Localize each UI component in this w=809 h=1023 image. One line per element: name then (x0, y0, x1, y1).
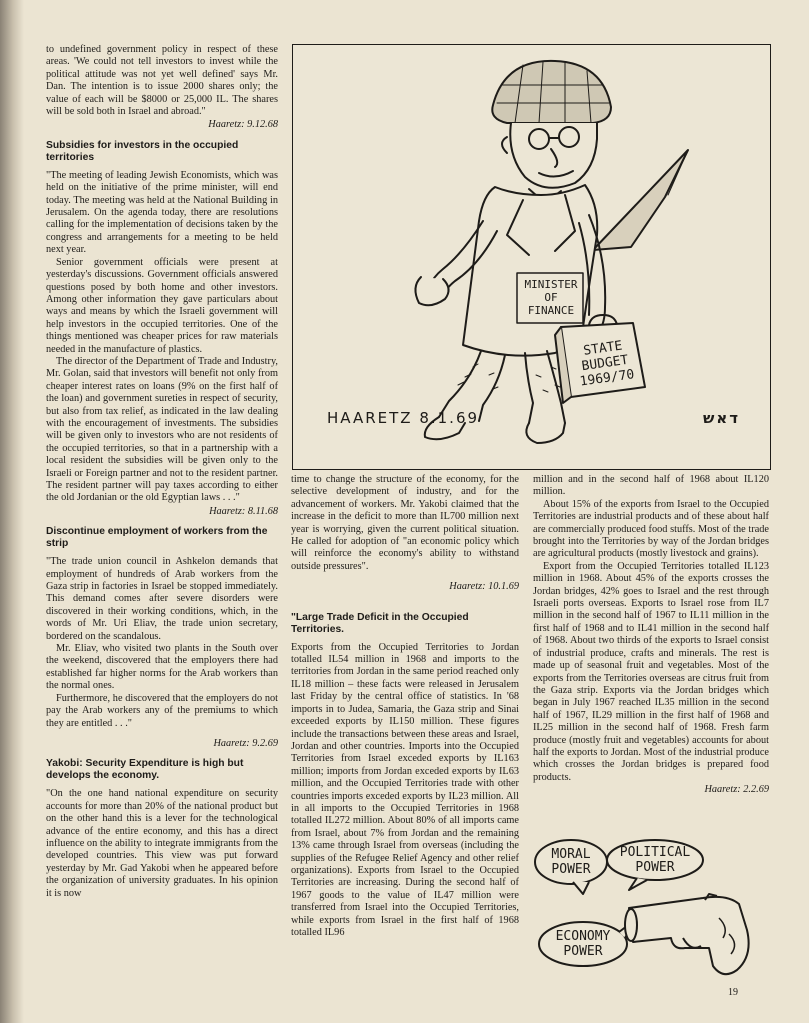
trade-citation: Haaretz: 2.2.69 (704, 784, 769, 796)
column-left (46, 44, 278, 900)
subsidies-paragraph: The director of the Department of Trade and Industry, Mr. Golan, said that investors will benefit not only from cheaper interest rates on loans (9% on the first half of the loan) and government sureties in respect of security, but also from tax relief, as indicated in the law dealing with the encouragement of investments. The subsidies will be given only to investors who are not residents of the occupied territories, so that in a partnership with a local resident the subsidies will be given only to the Israeli or Foreign partner and not to the resident partner. The resident partner will pay taxes according to either the old Jordanian or the old Egyptian laws . . ." (46, 355, 278, 504)
subsidies-citation: Haaretz: 8.11.68 (209, 505, 278, 517)
minister-of-finance-label: MINISTER OF FINANCE (524, 278, 578, 317)
column-right (533, 474, 769, 797)
trade-deficit-heading: "Large Trade Deficit in the Occupied Territories. (291, 611, 469, 635)
trade-continued-paragraph: million and in the second half of 1968 about IL120 million. (533, 474, 769, 498)
yakobi-heading: Yakobi: Security Expenditure is high but develops the economy. (46, 758, 244, 782)
cartoon-caption: HAARETZ 8.1.69 (327, 409, 480, 427)
subsidies-paragraph: "The meeting of leading Jewish Economists, which was held on the initiative of the prime minister, will end today. The meeting was held at the National Building in Jerusalem. On the agenda today, there are resolutions calling for the implementation of decisions taken by the congress and arrangements for a meeting to be held next year. (46, 169, 278, 256)
subsidies-heading: Subsidies for investors in the occupied territories (46, 139, 239, 163)
political-power-bubble: POLITICAL POWER (619, 845, 691, 875)
trade-continued-paragraph: About 15% of the exports from Israel to the Occupied Territories are industrial products and of these about half are commercially produced food stuffs. Most of the trade brought into the Territories by way of the Jordan bridges are agricultural products (mostly livestock and grains). (533, 498, 769, 560)
economy-power-bubble: ECONOMY POWER (555, 929, 611, 959)
state-budget-label: STATE BUDGET 1969/70 (578, 338, 636, 390)
powers-cartoon (533, 838, 769, 988)
discontinue-citation: Haaretz: 9.2.69 (213, 737, 278, 749)
column-middle (291, 474, 519, 939)
yakobi-paragraph: "On the one hand national expenditure on security accounts for more than 20% of the national product but on the other hand this is a lever for the technological advance of the entire economy, and this has a direct influence on the ability to integrate immigrants from the developed countries. This view was put forward yesterday by Mr. Gad Yakobi when he appeared before the organization of university graduates. In his opinion it is now (46, 788, 278, 899)
trade-deficit-paragraph: Exports from the Occupied Territories to Jordan totalled IL54 million in 1968 and imports to the territories from Jordan in the same period reached only IL18 million – these facts were released in Jerusalem last Friday by the central office of statistics. In '68 imports in to Judea, Samaria, the Gaza strip and Sinai exceeded exports by IL150 million. These figures include the transactions between these areas and Israel, Jordan and other countries. Imports into the Occupied Territories from Israel exceded exports by IL163 million; imports from Jordan exceded exports by IL63 million, and the Occupied Territories trade with other countries imports exceded exports by IL23 million. All in all imports to the Occupied Territories in 1968 totalled IL272 million. About 80% of all imports came from Israel, about 7% from Jordan and the remaining 13% came through Israel from overseas (including the supplies of the Refugee Relief Agency and other relief organizations). Exports from Israel to the Occupied Territories are increasing. During the second half of 1967 goods to the value of IL47 million were transferred from Israel into the Occupied Territories, while exports from Israel in the first half of 1968 totalled IL96 (291, 641, 519, 938)
discontinue-heading: Discontinue employment of workers from the strip (46, 526, 268, 550)
discontinue-paragraph: "The trade union council in Ashkelon demands that employment of hundreds of Arab workers from the Gaza strip in factories in Israel be stopped immediately. This demand comes after severe disorders were discovered in their working conditions, which, in the words of Mr. Uri Eliav, the trade union secretary, bordered on the scandalous. (46, 556, 278, 642)
intro-citation: Haaretz: 9.12.68 (208, 119, 278, 131)
yakobi-continued-paragraph: time to change the structure of the economy, for the selective development of industry, and for the advancement of workers. Mr. Yakobi claimed that the increase in the deficit to more than IL700 million next year is worrying, given the current political situation. He called for adoption of "an economic policy which will reinforce the economy's ability to withstand outside pressures". (291, 474, 519, 572)
moral-power-bubble: MORAL POWER (551, 847, 591, 877)
subsidies-paragraph: Senior government officials were present at yesterday's discussions. Government officials answered questions posed by both home and other investors. Among other information they gave particulars about ways and means by which the Israeli government will help investors in the occupied territories. One of the things mentioned was cheaper prices for raw materials needed in the manufacture of plastics. (46, 256, 278, 355)
intro-paragraph: to undefined government policy in respect of these areas. 'We could not tell investors to invest while the political attitude was not yet well defined' says Mr. Dan. The intention is to issue 2000 shares only; the value of each will be $8000 or 25,000 IL. The shares will be sold both in Israel and abroad." (46, 44, 278, 118)
cartoonist-signature: דאש (703, 409, 741, 427)
yakobi-citation: Haaretz: 10.1.69 (449, 581, 519, 593)
discontinue-paragraph: Furthermore, he discovered that the employers do not pay the Arab workers any of the premiums to which they are entitled . . ." (46, 692, 278, 729)
page-number: 19 (728, 987, 738, 998)
trade-continued-paragraph: Export from the Occupied Territories totalled IL123 million in 1968. About 45% of the exports crosses the Jordan bridges, 42% goes to Israel and the rest through Israeli ports overseas. Exports to Israel rose from IL7 million in the second half of 1967 to IL11 million in the first half of 1968 and to IL41 million in the second half of 1968. About two thirds of the exports to Israel consist of industrial produce, crafts and minerals. The rest is made up of seasonal fruit and vegetables. Most of the exports from the Territories overseas are citrus fruit from the Gaza strip. Exports via the Jordan bridges which began in July 1967 reached IL35 million in the second half of 1967, IL29 million in the first half of 1968 and IL25 million in the second half of 1968. Fresh farm produce (mostly fruit and vegetables) accounts for about half the exports to Jordan. Most of the industrial produce which crosses the Jordan bridges is prepared food products. (533, 560, 769, 783)
page-spine-shadow (0, 0, 24, 1023)
discontinue-paragraph: Mr. Eliav, who visited two plants in the South over the weekend, discovered that the employers there had established far higher norms for the Arab workers than the normal ones. (46, 643, 278, 692)
cartoon-drawing (293, 45, 770, 469)
minister-of-finance-cartoon (292, 44, 771, 470)
